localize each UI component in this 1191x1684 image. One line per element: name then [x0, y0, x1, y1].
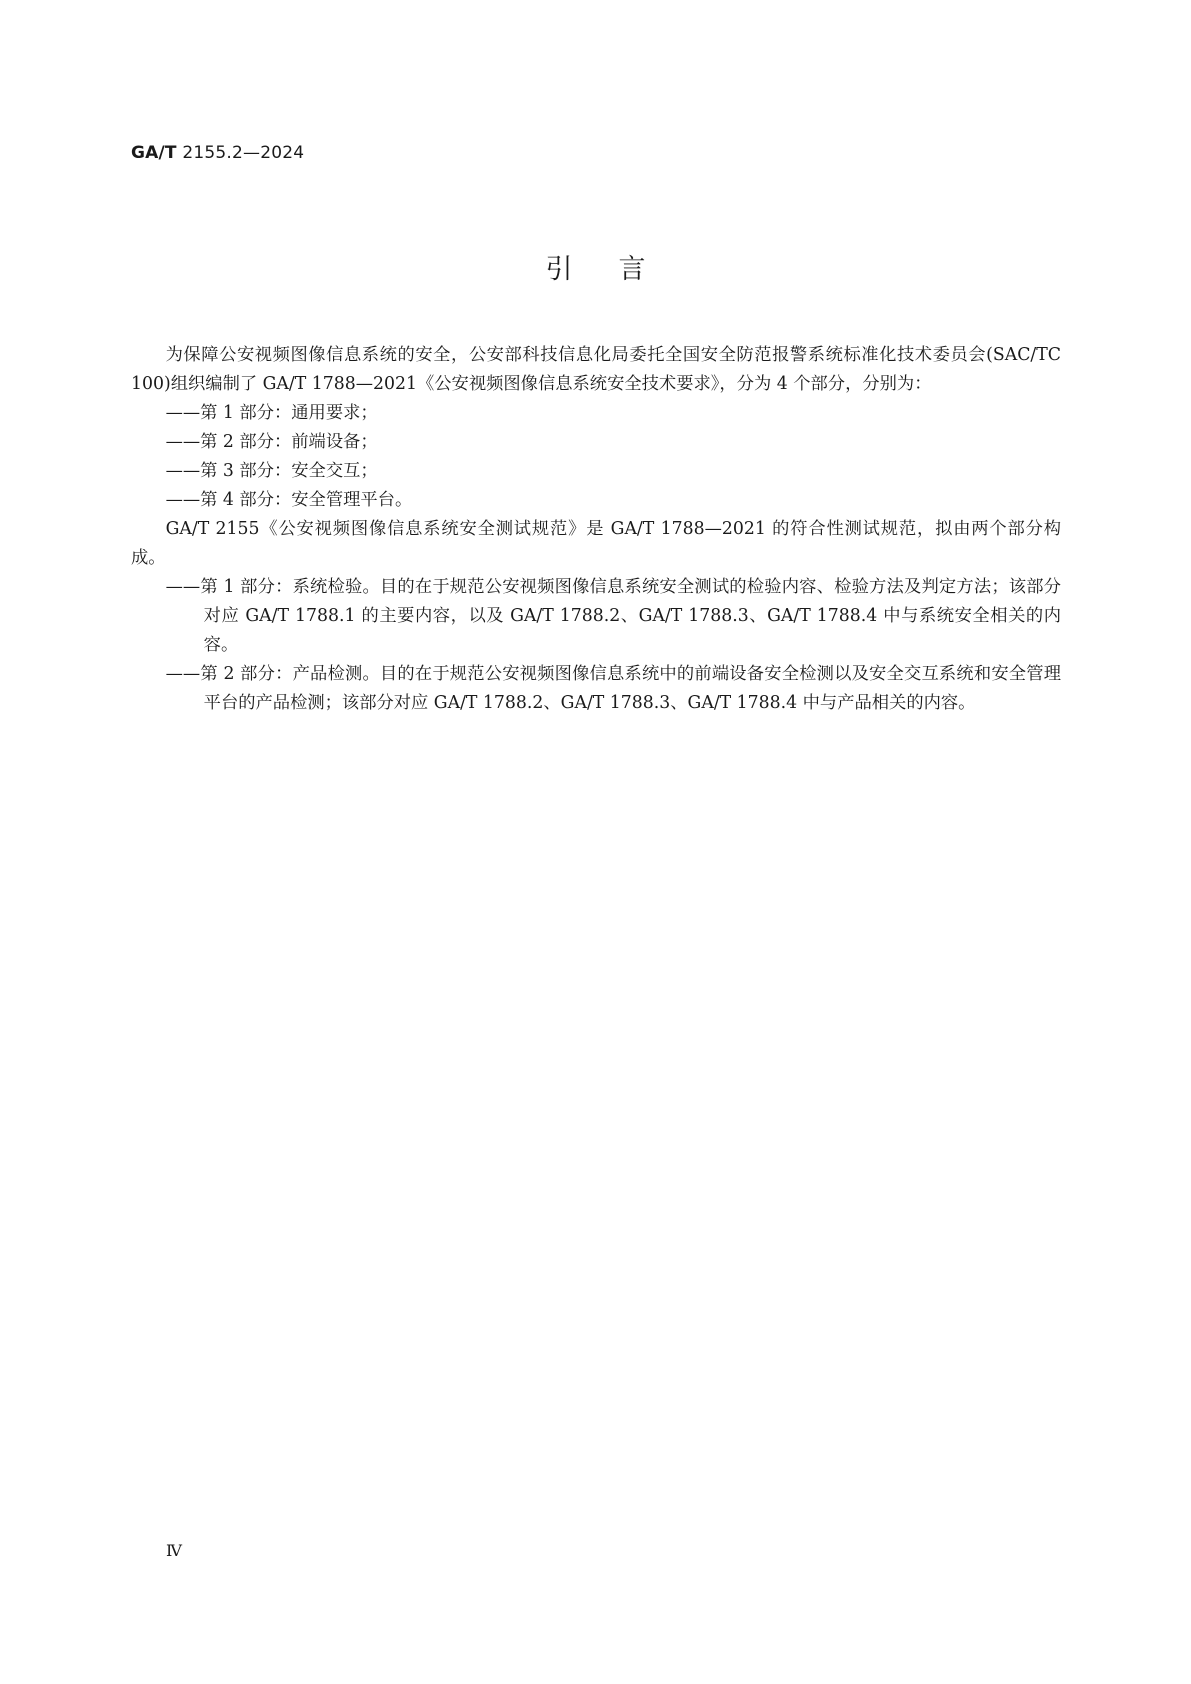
intro-paragraph: 为保障公安视频图像信息系统的安全，公安部科技信息化局委托全国安全防范报警系统标准化技术委员会(SAC/TC 100)组织编制了 GA/T 1788—2021《公安视频图像信息系统安全技术要求》，分为 4 个部分，分别为：	[131, 345, 1061, 394]
page-title: 引言	[545, 254, 692, 285]
list-item-2155-part-2: ——第 2 部分：产品检测。目的在于规范公安视频图像信息系统中的前端设备安全检测以及安全交互系统和安全管理平台的产品检测；该部分对应 GA/T 1788.2、GA/T 1788.3、GA/T 1788.4 中与产品相关的内容。	[165, 664, 1061, 713]
standard-number	[131, 143, 304, 163]
standard-prefix: GA/T	[131, 143, 177, 163]
list-item-2155-part-1: ——第 1 部分：系统检验。目的在于规范公安视频图像信息系统安全测试的检验内容、检验方法及判定方法；该部分对应 GA/T 1788.1 的主要内容，以及 GA/T 1788.2、GA/T 1788.3、GA/T 1788.4 中与系统安全相关的内容。	[165, 577, 1061, 655]
document-body	[131, 341, 1061, 718]
list-item-part-1: ——第 1 部分：通用要求；	[165, 403, 378, 423]
list-item-part-4: ——第 4 部分：安全管理平台。	[165, 490, 413, 510]
page-number: Ⅳ	[166, 1541, 182, 1560]
standard-number-rest: 2155.2—2024	[176, 143, 305, 163]
list-item-part-2: ——第 2 部分：前端设备；	[165, 432, 378, 452]
second-paragraph: GA/T 2155《公安视频图像信息系统安全测试规范》是 GA/T 1788—2021 的符合性测试规范，拟由两个部分构成。	[131, 519, 1061, 568]
list-item-part-3: ——第 3 部分：安全交互；	[165, 461, 378, 481]
